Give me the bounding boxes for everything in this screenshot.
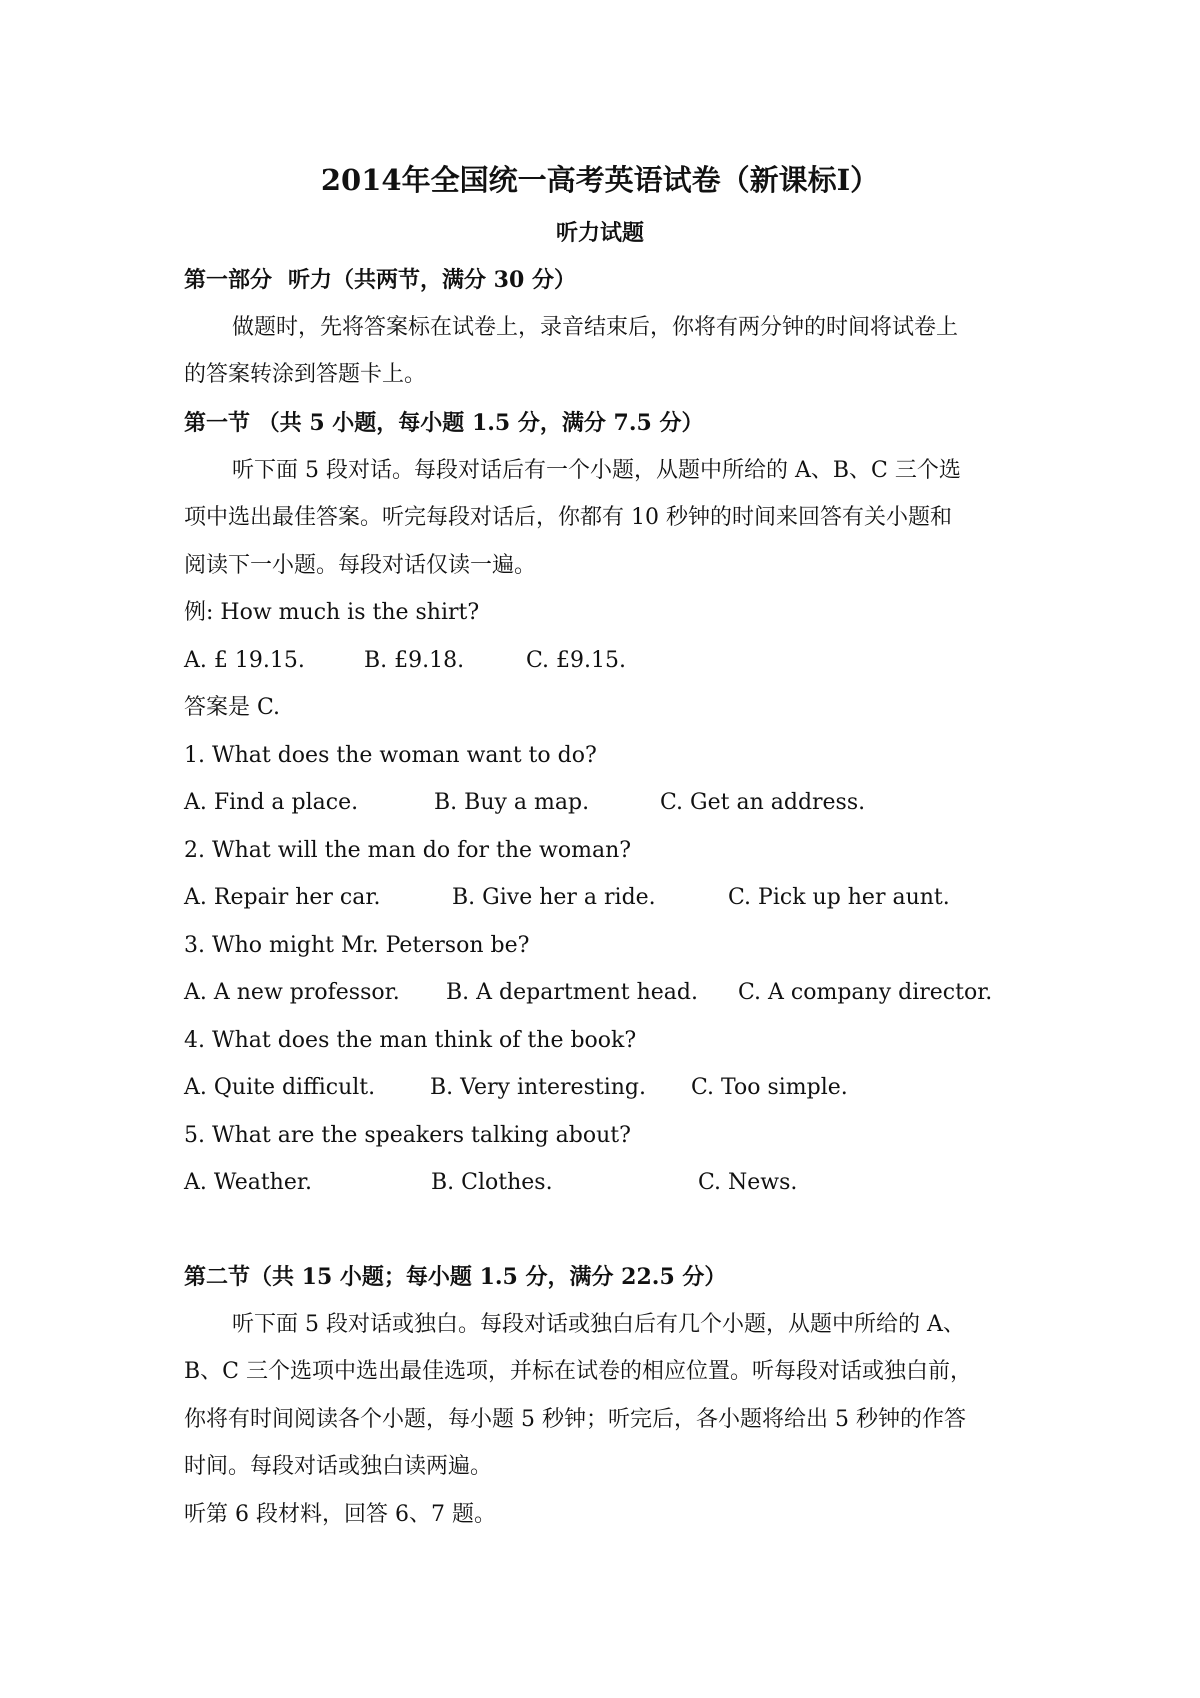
question-4-option-b: B. Very interesting. <box>430 1075 646 1100</box>
question-4-option-c: C. Too simple. <box>691 1075 848 1100</box>
part1-heading-right: 听力（共两节，满分 30 分） <box>288 267 576 293</box>
question-3-option-c: C. A company director. <box>738 980 993 1005</box>
question-1-option-a: A. Find a place. <box>184 790 359 815</box>
question-4: 4. What does the man think of the book? <box>184 1028 637 1053</box>
question-4-option-a: A. Quite difficult. <box>184 1075 376 1100</box>
question-2: 2. What will the man do for the woman? <box>184 838 632 863</box>
question-2-option-c: C. Pick up her aunt. <box>728 885 950 910</box>
section1-instruction-line: 听下面 5 段对话。每段对话后有一个小题，从题中所给的 A、B、C 三个选 <box>232 458 961 483</box>
section1-heading: 第一节 （共 5 小题，每小题 1.5 分，满分 7.5 分） <box>184 410 704 436</box>
section2-instruction-line: B、C 三个选项中选出最佳选项，并标在试卷的相应位置。听每段对话或独白前， <box>184 1359 972 1384</box>
example-answer: 答案是 C. <box>184 695 281 720</box>
exam-title: 2014年全国统一高考英语试卷（新课标I） <box>320 163 880 197</box>
question-1: 1. What does the woman want to do? <box>184 743 597 768</box>
example-option-a: A. £ 19.15. <box>184 648 305 673</box>
question-3-option-b: B. A department head. <box>446 980 698 1005</box>
question-3-option-a: A. A new professor. <box>184 980 400 1005</box>
example-question: 例: How much is the shirt? <box>184 600 480 625</box>
question-1-option-b: B. Buy a map. <box>434 790 590 815</box>
question-5: 5. What are the speakers talking about? <box>184 1123 631 1148</box>
exam-subtitle: 听力试题 <box>555 220 644 246</box>
example-option-b: B. £9.18. <box>364 648 465 673</box>
section1-instruction-line: 阅读下一小题。每段对话仅读一遍。 <box>184 553 537 578</box>
part1-heading-left: 第一部分 <box>184 267 273 293</box>
section2-heading: 第二节（共 15 小题；每小题 1.5 分，满分 22.5 分） <box>184 1264 727 1290</box>
question-1-option-c: C. Get an address. <box>660 790 866 815</box>
section2-instruction-line: 听下面 5 段对话或独白。每段对话或独白后有几个小题，从题中所给的 A、 <box>232 1312 965 1337</box>
question-5-option-c: C. News. <box>698 1170 798 1195</box>
question-5-option-b: B. Clothes. <box>431 1170 553 1195</box>
question-3: 3. Who might Mr. Peterson be? <box>184 933 530 958</box>
question-2-option-a: A. Repair her car. <box>184 885 381 910</box>
part1-intro-line: 的答案转涂到答题卡上。 <box>184 362 427 387</box>
question-2-option-b: B. Give her a ride. <box>452 885 656 910</box>
part1-intro-line: 做题时，先将答案标在试卷上，录音结束后，你将有两分钟的时间将试卷上 <box>232 315 959 340</box>
part1-heading <box>184 265 576 295</box>
section2-material-note: 听第 6 段材料，回答 6、7 题。 <box>184 1502 496 1527</box>
section2-instruction-line: 时间。每段对话或独白读两遍。 <box>184 1454 493 1479</box>
section1-instruction-line: 项中选出最佳答案。听完每段对话后，你都有 10 秒钟的时间来回答有关小题和 <box>184 505 952 530</box>
section2-instruction-line: 你将有时间阅读各个小题，每小题 5 秒钟；听完后，各小题将给出 5 秒钟的作答 <box>184 1407 966 1432</box>
question-5-option-a: A. Weather. <box>184 1170 312 1195</box>
example-option-c: C. £9.15. <box>526 648 627 673</box>
